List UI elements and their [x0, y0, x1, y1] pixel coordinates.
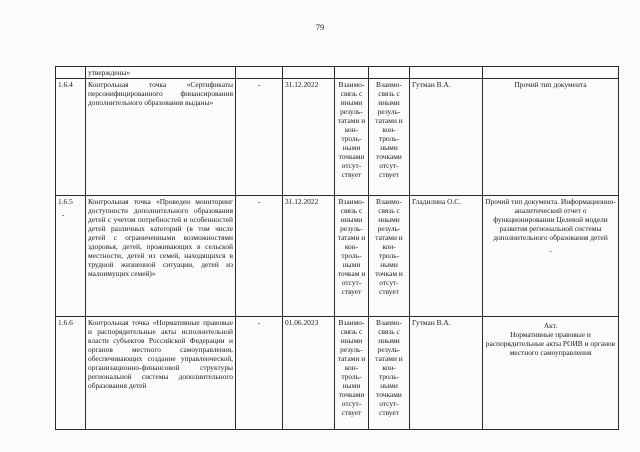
row-number	[56, 196, 86, 317]
relation-line: троль-	[378, 251, 400, 260]
row-number: 1.6.6	[56, 317, 86, 430]
relation-line: Взаимо-	[376, 80, 402, 89]
relation-line: отсут-	[379, 161, 399, 170]
relation-line: связь с	[378, 206, 400, 215]
document-type-text: Прочий тип документа. Информационно-аналитический отчет о функционировании Целевой модели развития региональной системы дополнительного образования детей	[485, 197, 616, 242]
control-point-name: Контрольная точка «Сертификаты персонифицированного финансирования дополнительного образования выданы»	[86, 79, 236, 196]
relation-line: ными	[380, 143, 398, 152]
document-type-mark: -	[549, 246, 552, 255]
successors-cell	[369, 79, 410, 196]
relation-line: ными	[380, 381, 398, 390]
relation-line: Взаимо-	[376, 197, 402, 206]
document-type: Прочий тип документа	[483, 79, 619, 196]
relation-line: отсут-	[341, 161, 362, 170]
relation-line: кон-	[382, 125, 396, 134]
relation-line: иными	[340, 336, 363, 345]
relation-line: связь с	[378, 89, 400, 98]
relation-line: ствует	[341, 408, 362, 417]
relation-line: отсут-	[341, 278, 362, 287]
successors-cell	[369, 317, 410, 430]
row-number-text: 1.6.5	[58, 197, 73, 206]
relation-line: иными	[378, 98, 400, 107]
relation-line: отсут-	[379, 278, 399, 287]
relation-line: точками	[376, 152, 402, 161]
relation-line: татами и	[337, 116, 366, 125]
relation-line: связь с	[378, 327, 400, 336]
relation-line: троль-	[378, 134, 400, 143]
relation-line: кон-	[344, 242, 359, 251]
start-date: -	[236, 317, 283, 430]
relation-line: ствует	[341, 170, 362, 179]
relation-line: ными	[342, 381, 361, 390]
relation-line: ными	[342, 143, 361, 152]
relation-line: ствует	[379, 287, 399, 296]
end-date: 01.06.2023	[283, 317, 335, 430]
predecessors-cell	[335, 317, 369, 430]
relation-line: Взаимо-	[338, 80, 365, 89]
relation-line: кон-	[382, 363, 396, 372]
relation-line: татами и	[375, 354, 403, 363]
relation-line: точками	[338, 390, 365, 399]
relation-line: иными	[378, 336, 400, 345]
relation-line: кон-	[344, 125, 359, 134]
predecessors-cell	[335, 196, 369, 317]
page-number: 79	[315, 22, 325, 32]
responsible-person: Гутман В.А.	[410, 317, 483, 430]
responsible-person: Гладилина О.С.	[410, 196, 483, 317]
relation-line: точками	[376, 390, 402, 399]
relation-line: Взаимо-	[338, 318, 365, 327]
document-type-title: Акт.	[543, 321, 558, 330]
relation-line: точкам и	[375, 269, 403, 278]
relation-line: резуль-	[340, 107, 363, 116]
relation-line: иными	[340, 98, 363, 107]
table-row	[56, 317, 619, 430]
control-point-name: Контрольная точка «Нормативные правовые и распорядительные акты исполнительной власти субъектов Российской Федерации и органов местного самоуправления, обеспечивающих создание управленческой, организационно-финансовой структуры региональной системы дополнительного образования детей	[86, 317, 236, 430]
relation-line: иными	[378, 215, 400, 224]
start-date: -	[236, 196, 283, 317]
relation-line: точками	[338, 152, 365, 161]
relation-line: ными	[380, 260, 398, 269]
relation-line: троль-	[341, 134, 362, 143]
relation-line: резуль-	[377, 107, 401, 116]
relation-line: резуль-	[377, 224, 401, 233]
relation-line: связь с	[340, 327, 363, 336]
end-date: 31.12.2022	[283, 196, 335, 317]
relation-line: связь с	[340, 206, 363, 215]
relation-line: татами и	[337, 354, 366, 363]
table-row	[56, 79, 619, 196]
relation-line: троль-	[378, 372, 400, 381]
relation-line: ствует	[379, 408, 399, 417]
responsible-person: Гутман В.А.	[410, 79, 483, 196]
continuation-row	[56, 67, 619, 79]
relation-line: ными	[342, 260, 361, 269]
relation-line: отсут-	[341, 399, 362, 408]
relation-line: точкам и	[337, 269, 366, 278]
relation-line: татами и	[375, 233, 403, 242]
relation-line: троль-	[341, 372, 362, 381]
document-type	[483, 317, 619, 430]
continuation-num-cell	[56, 67, 86, 79]
successors-cell	[369, 196, 410, 317]
relation-line: татами и	[337, 233, 366, 242]
control-points-table	[55, 66, 619, 430]
relation-line: иными	[340, 215, 363, 224]
relation-line: кон-	[344, 363, 359, 372]
start-date: -	[236, 79, 283, 196]
table-row	[56, 196, 619, 317]
relation-line: троль-	[341, 251, 362, 260]
document-type	[483, 196, 619, 317]
relation-line: кон-	[382, 242, 396, 251]
relation-line: связь с	[340, 89, 363, 98]
predecessors-cell	[335, 79, 369, 196]
relation-line: Взаимо-	[338, 197, 365, 206]
relation-line: резуль-	[377, 345, 401, 354]
relation-line: резуль-	[340, 224, 363, 233]
document-type-text: Нормативные правовые и распорядительные акты РОИВ и органов местного самоуправления	[485, 330, 616, 357]
relation-line: отсут-	[379, 399, 399, 408]
margin-mark: -	[62, 210, 65, 219]
end-date: 31.12.2022	[283, 79, 335, 196]
relation-line: татами и	[375, 116, 403, 125]
relation-line: ствует	[379, 170, 399, 179]
row-number: 1.6.4	[56, 79, 86, 196]
relation-line: Взаимо-	[376, 318, 402, 327]
relation-line: ствует	[341, 287, 362, 296]
continuation-text: утверждены»	[86, 67, 236, 79]
control-point-name: Контрольная точка «Проведен мониторинг доступности дополнительного образования детей с учетом потребностей и особенностей детей различных категорий (в том числе детей с ограниченными возможностями здоровья, детей, проживающих в сельской местности, детей из семей, находящихся в трудной жизненной ситуации, детей из малоимущих семей)»	[86, 196, 236, 317]
relation-line: резуль-	[340, 345, 363, 354]
